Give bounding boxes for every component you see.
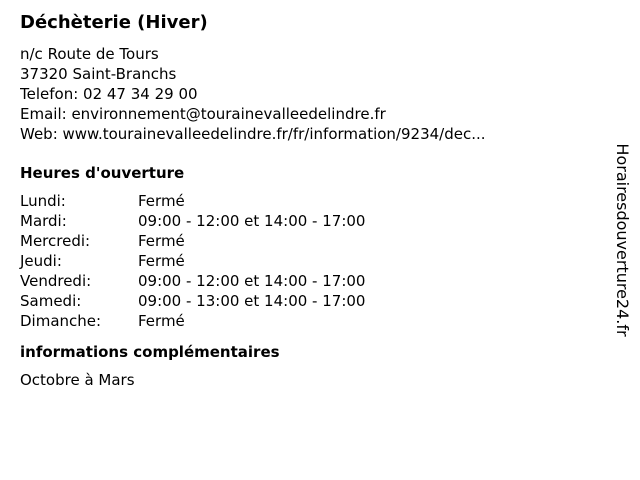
page-title: Déchèterie (Hiver): [20, 12, 208, 33]
day-hours: Fermé: [138, 252, 185, 270]
day-label: Jeudi:: [20, 252, 62, 270]
day-hours: Fermé: [138, 232, 185, 250]
hours-row-monday: [20, 191, 600, 211]
hours-row-wednesday: [20, 231, 600, 251]
day-label: Dimanche:: [20, 312, 102, 330]
address-block: [20, 44, 600, 144]
city-address: 37320 Saint-Branchs: [20, 65, 177, 83]
hours-row-saturday: [20, 291, 600, 311]
day-hours: Fermé: [138, 312, 185, 330]
day-label: Lundi:: [20, 192, 66, 210]
day-hours: Fermé: [138, 192, 185, 210]
info-text: Octobre à Mars: [20, 371, 135, 389]
site-watermark: Horairesdouverture24.fr: [613, 143, 632, 337]
day-hours: 09:00 - 13:00 et 14:00 - 17:00: [138, 292, 366, 310]
day-label: Samedi:: [20, 292, 82, 310]
hours-row-friday: [20, 271, 600, 291]
email-address: Email: environnement@tourainevalleedelindre.fr: [20, 105, 386, 123]
day-label: Mercredi:: [20, 232, 91, 250]
hours-heading: Heures d'ouverture: [20, 164, 185, 182]
hours-row-sunday: [20, 311, 600, 331]
hours-row-thursday: [20, 251, 600, 271]
day-label: Vendredi:: [20, 272, 92, 290]
hours-row-tuesday: [20, 211, 600, 231]
day-hours: 09:00 - 12:00 et 14:00 - 17:00: [138, 272, 366, 290]
opening-hours-card: [20, 11, 600, 390]
day-hours: 09:00 - 12:00 et 14:00 - 17:00: [138, 212, 366, 230]
day-label: Mardi:: [20, 212, 67, 230]
hours-table: [20, 191, 600, 331]
info-heading: informations complémentaires: [20, 343, 280, 361]
street-address: n/c Route de Tours: [20, 45, 159, 63]
phone-number: Telefon: 02 47 34 29 00: [20, 85, 198, 103]
website-link[interactable]: Web: www.tourainevalleedelindre.fr/fr/information/9234/dec...: [20, 125, 486, 143]
